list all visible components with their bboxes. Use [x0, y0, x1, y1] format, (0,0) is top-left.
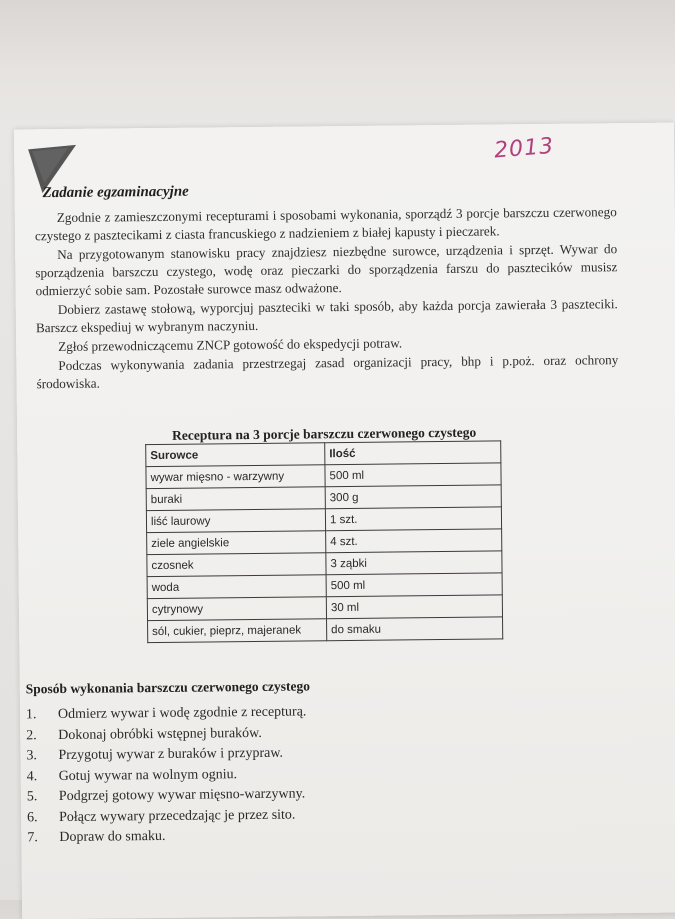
column-header-ingredients: Surowce	[146, 443, 325, 467]
ingredient-cell: liść laurowy	[146, 509, 325, 533]
step-number: 6.	[27, 809, 38, 825]
ingredient-cell: buraki	[146, 487, 325, 511]
quantity-cell: 500 ml	[325, 463, 501, 487]
step-number: 2.	[26, 727, 37, 743]
ingredient-cell: ziele angielskie	[147, 531, 326, 555]
method-title: Sposób wykonania barszczu czerwonego czystego	[25, 678, 311, 697]
step-text: Gotuj wywar na wolnym ogniu.	[58, 766, 238, 784]
quantity-cell: 300 g	[325, 485, 501, 509]
handwritten-year: 2013	[493, 133, 556, 164]
step-text: Dokonaj obróbki wstępnej buraków.	[58, 725, 262, 743]
list-item	[26, 745, 307, 768]
step-number: 7.	[27, 830, 38, 846]
quantity-cell: 500 ml	[326, 573, 502, 597]
paragraph: Zgłoś przewodniczącemu ZNCP gotowość do ekspedycji potraw.	[58, 335, 403, 355]
ingredient-cell: sól, cukier, pieprz, majeranek	[148, 619, 327, 643]
step-number: 3.	[26, 748, 38, 764]
list-item	[27, 807, 308, 830]
list-item	[27, 766, 308, 789]
recipe-title: Receptura na 3 porcje barszczu czerwonego czystego	[172, 424, 477, 443]
quantity-cell: 3 ząbki	[326, 551, 502, 575]
step-number: 4.	[26, 768, 38, 784]
list-item	[26, 704, 307, 727]
ingredient-cell: cytrynowy	[147, 597, 326, 621]
task-description	[35, 203, 619, 394]
quantity-cell: 4 szt.	[326, 529, 502, 553]
list-item	[27, 786, 308, 809]
step-text: Przygotuj wywar z buraków i przypraw.	[58, 745, 284, 764]
page-title: Zadanie egzaminacyjne	[42, 183, 189, 202]
ingredient-cell: czosnek	[147, 553, 326, 577]
step-number: 1.	[25, 707, 37, 723]
step-text: Dopraw do smaku.	[59, 828, 166, 846]
step-text: Odmierz wywar i wodę zgodnie z recepturą.	[57, 704, 307, 723]
table-row	[148, 617, 503, 643]
quantity-cell: do smaku	[327, 617, 503, 641]
quantity-cell: 30 ml	[326, 595, 502, 619]
ingredient-cell: woda	[147, 575, 326, 599]
list-item	[27, 827, 308, 850]
step-text: Podgrzej gotowy wywar mięsno-warzywny.	[58, 786, 306, 805]
ingredient-cell: wywar mięsno - warzywny	[146, 465, 325, 489]
method-steps-list	[26, 704, 308, 850]
paragraph: Podczas wykonywania zadania przestrzegaj zasad organizacji pracy, bhp i p.poż. oraz ochrony środowiska.	[36, 352, 619, 392]
paragraph: Na przygotowanym stanowisku pracy znajdziesz niezbędne surowce, urządzenia i sprzęt. Wywar do sporządzenia barszczu czystego, wodę oraz pieczarki do sporządzenia farszu do pasztecików musisz odmierzyć sobie sam. Pozostałe surowce masz odważone.	[35, 241, 618, 299]
list-item	[26, 725, 307, 748]
recipe-table	[145, 440, 503, 643]
paragraph: Zgodnie z zamieszczonymi recepturami i sposobami wykonania, sporządź 3 porcje barszczu czerwonego czystego z pasztecikami z ciasta francuskiego z nadzieniem z białej kapusty i pieczarek.	[34, 204, 617, 244]
column-header-quantity: Ilość	[325, 441, 501, 465]
step-text: Połącz wywary przecedzając je przez sito.	[59, 807, 296, 825]
step-number: 5.	[26, 789, 38, 805]
quantity-cell: 1 szt.	[325, 507, 501, 531]
exam-sheet	[14, 123, 675, 919]
paragraph: Dobierz zastawę stołową, wyporcjuj paszteciki w taki sposób, aby każda porcja zawierała 3 paszteciki. Barszcz ekspediuj w wybranym naczyniu.	[35, 296, 618, 336]
